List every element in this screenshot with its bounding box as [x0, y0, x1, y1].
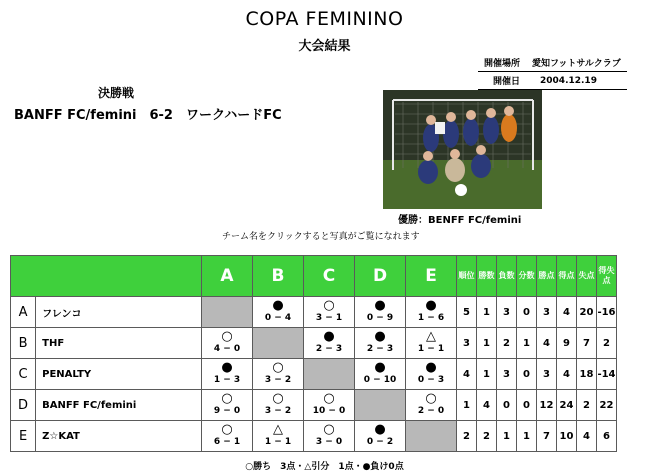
result-symbol: ●	[374, 360, 386, 375]
table-row	[11, 359, 617, 390]
stat-header-goals-for: 得点	[557, 256, 577, 297]
team-name-link[interactable]: BANFF FC/femini	[36, 390, 202, 421]
match-score: 3 − 0	[315, 437, 343, 447]
stat-goals-for: 4	[557, 359, 577, 390]
legend: ○勝ち 3点・△引分 1点・●負け0点	[245, 462, 404, 472]
match-result-cell	[304, 421, 355, 452]
match-result-cell	[202, 421, 253, 452]
stat-header-goals-against: 失点	[577, 256, 597, 297]
stat-rank: 2	[457, 421, 477, 452]
table-row	[11, 390, 617, 421]
match-result-cell	[355, 359, 406, 390]
match-result-cell	[406, 328, 457, 359]
stat-draws: 0	[517, 297, 537, 328]
match-score: 0 − 10	[363, 375, 397, 385]
match-score: 2 − 0	[417, 406, 445, 416]
stat-header-draws: 分数	[517, 256, 537, 297]
team-name-link[interactable]: THF	[36, 328, 202, 359]
match-result-cell	[406, 297, 457, 328]
match-score: 4 − 0	[213, 344, 241, 354]
venue-value: 愛知フットサルクラブ	[526, 54, 627, 72]
stat-goals-for: 10	[557, 421, 577, 452]
team-name-link[interactable]: Z☆KAT	[36, 421, 202, 452]
header-row	[11, 256, 617, 297]
stat-draws: 1	[517, 421, 537, 452]
match-result-cell	[355, 421, 406, 452]
result-symbol: ●	[374, 298, 386, 313]
table-row	[11, 297, 617, 328]
stat-rank: 1	[457, 390, 477, 421]
row-id: A	[11, 297, 36, 328]
result-symbol: ●	[374, 422, 386, 437]
result-symbol: ○	[221, 329, 233, 344]
match-result-cell	[253, 390, 304, 421]
table-row	[11, 328, 617, 359]
team-name-link[interactable]: PENALTY	[36, 359, 202, 390]
match-score: 1 − 1	[417, 344, 445, 354]
self-match-cell	[355, 390, 406, 421]
team-photo	[383, 90, 542, 209]
match-result-cell	[253, 297, 304, 328]
stat-header-wins: 勝数	[477, 256, 497, 297]
stat-draws: 0	[517, 359, 537, 390]
stat-goals-for: 24	[557, 390, 577, 421]
row-id: C	[11, 359, 36, 390]
result-symbol: ○	[272, 391, 284, 406]
stat-header-points: 勝点	[537, 256, 557, 297]
result-symbol: ○	[323, 422, 335, 437]
result-symbol: ●	[374, 329, 386, 344]
stat-rank: 5	[457, 297, 477, 328]
final-result: BANFF FC/femini 6-2 ワークハードFC	[14, 108, 282, 123]
stat-goals-against: 2	[577, 390, 597, 421]
stat-points: 7	[537, 421, 557, 452]
match-score: 2 − 3	[366, 344, 394, 354]
stat-points: 4	[537, 328, 557, 359]
stat-goals-for: 4	[557, 297, 577, 328]
match-result-cell	[355, 297, 406, 328]
match-result-cell	[406, 390, 457, 421]
result-symbol: ●	[272, 298, 284, 313]
stat-losses: 0	[497, 390, 517, 421]
row-id: B	[11, 328, 36, 359]
match-score: 2 − 3	[315, 344, 343, 354]
result-symbol: ○	[425, 391, 437, 406]
match-score: 3 − 2	[264, 406, 292, 416]
match-result-cell	[253, 359, 304, 390]
standings-table	[10, 255, 617, 452]
final-label: 決勝戦	[98, 86, 135, 100]
match-result-cell	[304, 297, 355, 328]
stat-goal-diff: -16	[597, 297, 617, 328]
match-result-cell	[406, 359, 457, 390]
stat-rank: 3	[457, 328, 477, 359]
venue-label: 開催場所	[478, 54, 526, 72]
stat-points: 12	[537, 390, 557, 421]
match-score: 0 − 3	[417, 375, 445, 385]
page-title: COPA FEMININO	[245, 8, 404, 30]
venue-info	[478, 54, 627, 90]
match-score: 1 − 6	[417, 313, 445, 323]
match-score: 0 − 4	[264, 313, 292, 323]
table-row	[11, 421, 617, 452]
stat-draws: 0	[517, 390, 537, 421]
result-symbol: ○	[272, 360, 284, 375]
stat-goal-diff: 22	[597, 390, 617, 421]
col-header-e: E	[406, 256, 457, 297]
winner-caption: 優勝：BENFF FC/femini	[398, 215, 522, 226]
result-symbol: ●	[221, 360, 233, 375]
team-name-link[interactable]: フレンコ	[36, 297, 202, 328]
result-symbol: ○	[323, 391, 335, 406]
page-subtitle: 大会結果	[298, 39, 351, 54]
stat-losses: 3	[497, 359, 517, 390]
result-symbol: ●	[425, 298, 437, 313]
result-symbol: ●	[425, 360, 437, 375]
match-score: 9 − 0	[213, 406, 241, 416]
stat-wins: 4	[477, 390, 497, 421]
match-score: 1 − 3	[213, 375, 241, 385]
stat-wins: 1	[477, 297, 497, 328]
stat-losses: 2	[497, 328, 517, 359]
stat-goals-against: 7	[577, 328, 597, 359]
match-score: 0 − 9	[366, 313, 394, 323]
match-score: 0 − 2	[366, 437, 394, 447]
result-symbol: △	[426, 329, 436, 344]
col-header-c: C	[304, 256, 355, 297]
stat-goal-diff: 2	[597, 328, 617, 359]
match-score: 6 − 1	[213, 437, 241, 447]
match-result-cell	[202, 390, 253, 421]
stat-rank: 4	[457, 359, 477, 390]
stat-losses: 3	[497, 297, 517, 328]
match-result-cell	[253, 421, 304, 452]
stat-wins: 1	[477, 328, 497, 359]
self-match-cell	[202, 297, 253, 328]
match-result-cell	[202, 359, 253, 390]
result-symbol: ●	[323, 329, 335, 344]
header-blank	[11, 256, 202, 297]
stat-header-rank: 順位	[457, 256, 477, 297]
date-value: 2004.12.19	[526, 72, 627, 90]
stat-goals-against: 20	[577, 297, 597, 328]
match-result-cell	[202, 328, 253, 359]
match-result-cell	[304, 390, 355, 421]
date-label: 開催日	[478, 72, 526, 90]
stat-header-losses: 負数	[497, 256, 517, 297]
result-symbol: △	[273, 422, 283, 437]
row-id: D	[11, 390, 36, 421]
stat-points: 3	[537, 297, 557, 328]
self-match-cell	[304, 359, 355, 390]
match-score: 3 − 2	[264, 375, 292, 385]
stat-goals-against: 4	[577, 421, 597, 452]
stat-goals-for: 9	[557, 328, 577, 359]
col-header-a: A	[202, 256, 253, 297]
result-symbol: ○	[221, 391, 233, 406]
stat-goals-against: 18	[577, 359, 597, 390]
stat-goal-diff: 6	[597, 421, 617, 452]
match-result-cell	[304, 328, 355, 359]
col-header-d: D	[355, 256, 406, 297]
stat-draws: 1	[517, 328, 537, 359]
stat-header-goal-diff: 得失点	[597, 256, 617, 297]
match-result-cell	[355, 328, 406, 359]
stat-wins: 2	[477, 421, 497, 452]
col-header-b: B	[253, 256, 304, 297]
row-id: E	[11, 421, 36, 452]
match-score: 1 − 1	[264, 437, 292, 447]
result-symbol: ○	[323, 298, 335, 313]
stat-wins: 1	[477, 359, 497, 390]
stat-losses: 1	[497, 421, 517, 452]
stat-points: 3	[537, 359, 557, 390]
result-symbol: ○	[221, 422, 233, 437]
match-score: 10 − 0	[312, 406, 346, 416]
self-match-cell	[406, 421, 457, 452]
self-match-cell	[253, 328, 304, 359]
match-score: 3 − 1	[315, 313, 343, 323]
stat-goal-diff: -14	[597, 359, 617, 390]
click-note: チーム名をクリックすると写真がご覧になれます	[222, 232, 420, 242]
